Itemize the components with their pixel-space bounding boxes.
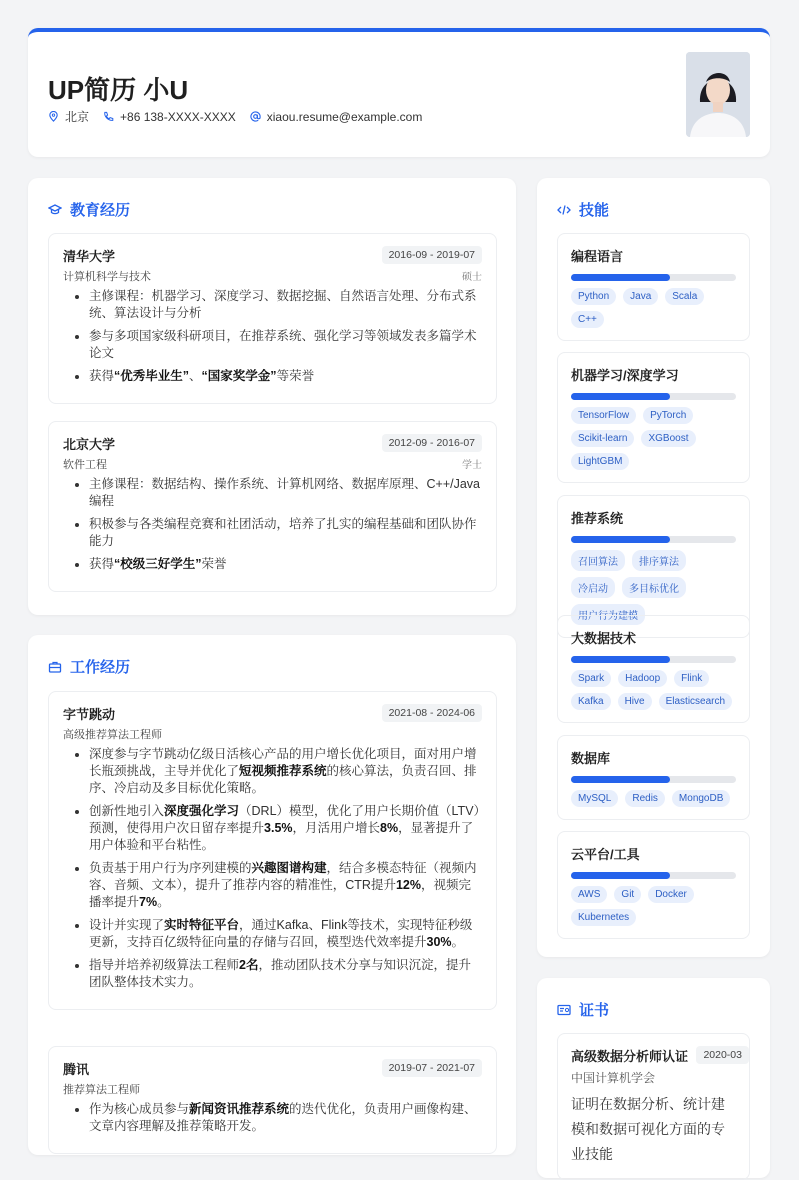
certificate-issuer: 中国计算机学会 <box>571 1071 656 1085</box>
section-title: 证书 <box>579 1002 610 1019</box>
work-item <box>48 691 497 1010</box>
certificate-date: 2020-03 <box>696 1046 749 1064</box>
bullet-item <box>89 746 482 797</box>
skill-group-name: 云平台/工具 <box>571 847 640 862</box>
skill-tag: Hadoop <box>618 670 667 687</box>
skill-level-bar <box>571 872 736 879</box>
skill-tag: Scala <box>665 288 704 305</box>
skill-tag: PyTorch <box>643 407 693 424</box>
bullet-item <box>89 917 482 951</box>
bullet-item <box>89 516 482 550</box>
highlight-text: 3.5% <box>264 821 293 835</box>
skill-tag: Python <box>571 288 616 305</box>
bullet-text: 主修课程：机器学习、深度学习、数据挖掘、自然语言处理、分布式系统、算法设计与分析 <box>89 289 477 320</box>
bullet-text: 深度参与字节跳动亿级日活核心产品的用户增长优化项目，面对用户增长瓶颈挑战，主导并优化了 <box>89 747 477 778</box>
skill-group-name: 编程语言 <box>571 249 624 264</box>
skill-level-fill <box>571 872 670 879</box>
bullet-text: ，显著提升了用户体验和平台粘性。 <box>89 821 474 852</box>
bullet-text: 创新性地引入 <box>89 804 165 818</box>
skill-tag: Scikit-learn <box>571 430 634 447</box>
bullet-text: 荣誉 <box>201 557 227 571</box>
highlight-text: 30% <box>426 935 452 949</box>
bullet-text: 的核心算法，负责召回、排序、冷启动及多目标优化策略。 <box>89 764 477 795</box>
bullet-text: 等荣誉 <box>276 369 315 383</box>
profile-photo <box>686 52 750 137</box>
date-range: 2019-07 - 2021-07 <box>382 1059 482 1077</box>
skill-group-name: 大数据技术 <box>571 631 637 646</box>
bullet-text: 负责基于用户行为序列建模的 <box>89 861 252 875</box>
skill-level-fill <box>571 536 670 543</box>
skill-group <box>557 615 750 723</box>
bullet-text: ，视频完播率提升 <box>89 878 471 909</box>
date-range: 2021-08 - 2024-06 <box>382 704 482 722</box>
date-range: 2012-09 - 2016-07 <box>382 434 482 452</box>
bullet-list <box>63 288 482 385</box>
bullet-text: （DRL）模型，优化了用户长期价值（LTV）预测，使得用户次日留存率提升 <box>89 804 480 835</box>
job-role: 高级推荐算法工程师 <box>63 729 162 741</box>
skill-level-fill <box>571 393 670 400</box>
bullet-text: 的迭代优化，负责用户画像构建、文章内容理解及推荐策略开发。 <box>89 1102 477 1133</box>
bullet-item <box>89 368 482 385</box>
bullet-text: 。 <box>451 935 465 949</box>
skill-tag: AWS <box>571 886 607 903</box>
highlight-text: “校级三好学生” <box>114 557 202 571</box>
bullet-text: 、 <box>189 369 202 383</box>
phone-icon <box>103 111 114 122</box>
skill-level-fill <box>571 274 670 281</box>
graduation-cap-icon <box>48 203 62 217</box>
highlight-text: 8% <box>380 821 399 835</box>
company-name: 字节跳动 <box>63 707 116 722</box>
skill-tag: Spark <box>571 670 611 687</box>
location-icon <box>48 111 59 122</box>
bullet-item <box>89 328 482 362</box>
major: 软件工程 <box>63 459 107 471</box>
skill-tag: Git <box>614 886 641 903</box>
email-icon <box>250 111 261 122</box>
certificate-item <box>557 1033 750 1180</box>
skill-group-name: 数据库 <box>571 751 611 766</box>
bullet-text: 获得 <box>89 557 115 571</box>
skill-group <box>557 352 750 483</box>
highlight-text: 短视频推荐系统 <box>239 764 327 778</box>
degree: 学士 <box>462 460 482 471</box>
work-item <box>48 1046 497 1154</box>
skill-level-bar <box>571 656 736 663</box>
school-name: 清华大学 <box>63 249 116 264</box>
major: 计算机科学与技术 <box>63 271 151 283</box>
bullet-list <box>63 746 482 991</box>
highlight-text: 深度强化学习 <box>164 804 240 818</box>
section-title: 技能 <box>579 202 610 219</box>
candidate-name: UP简历 小U <box>48 75 189 105</box>
skill-tag: XGBoost <box>641 430 695 447</box>
bullet-text: 积极参与各类编程竞赛和社团活动，培养了扎实的编程基础和团队协作能力 <box>89 517 477 548</box>
skill-level-fill <box>571 656 670 663</box>
code-icon <box>557 203 571 217</box>
section-title: 教育经历 <box>70 202 131 219</box>
certificates-section <box>537 978 770 1178</box>
skill-tag: 排序算法 <box>632 550 686 571</box>
contact-info <box>48 108 422 125</box>
skills-section <box>537 178 770 957</box>
skill-tag: Kafka <box>571 693 611 710</box>
skill-tag: MongoDB <box>672 790 730 807</box>
skill-tag: Kubernetes <box>571 909 636 926</box>
bullet-text: 主修课程：数据结构、操作系统、计算机网络、数据库原理、C++/Java编程 <box>89 477 481 508</box>
bullet-text: 作为核心成员参与 <box>89 1102 190 1116</box>
skill-tag: Java <box>623 288 658 305</box>
bullet-item <box>89 556 482 573</box>
bullet-text: 参与多项国家级科研项目，在推荐系统、强化学习等领域发表多篇学术论文 <box>89 329 477 360</box>
skill-tag: 多目标优化 <box>622 577 686 598</box>
highlight-text: 7% <box>139 895 158 909</box>
skill-tag: 用户行为建模 <box>571 604 645 625</box>
highlight-text: “国家奖学金” <box>201 369 277 383</box>
skill-tag: Hive <box>618 693 652 710</box>
highlight-text: “优秀毕业生” <box>114 369 190 383</box>
skill-group-name: 机器学习/深度学习 <box>571 368 679 383</box>
skill-tag: C++ <box>571 311 604 328</box>
bullet-item <box>89 957 482 991</box>
skill-group <box>557 233 750 341</box>
date-range: 2016-09 - 2019-07 <box>382 246 482 264</box>
skill-tag: Docker <box>648 886 694 903</box>
header-card <box>28 28 770 157</box>
skill-level-bar <box>571 776 736 783</box>
bullet-item <box>89 860 482 911</box>
bullet-text: 设计并实现了 <box>89 918 165 932</box>
skill-tag: 召回算法 <box>571 550 625 571</box>
certificate-name: 高级数据分析师认证 <box>571 1049 689 1064</box>
skill-level-bar <box>571 274 736 281</box>
education-item <box>48 421 497 592</box>
skill-group <box>557 831 750 939</box>
skill-tag: Redis <box>625 790 665 807</box>
highlight-text: 12% <box>395 878 421 892</box>
degree: 硕士 <box>462 272 482 283</box>
skill-level-bar <box>571 536 736 543</box>
highlight-text: 兴趣图谱构建 <box>251 861 327 875</box>
skill-tag: 冷启动 <box>571 577 615 598</box>
school-name: 北京大学 <box>63 437 116 452</box>
bullet-text: ，通过Kafka、Flink等技术，实现特征秒级更新，支持百亿级特征向量的存储与召回，模型迭代效率提升 <box>89 918 473 949</box>
skill-tag: TensorFlow <box>571 407 636 424</box>
bullet-text: ，结合多模态特征（视频内容、音频、文本），提升了推荐内容的精准性，CTR提升 <box>89 861 477 892</box>
highlight-text: 2名 <box>239 958 259 972</box>
skill-tag: Elasticsearch <box>659 693 732 710</box>
company-name: 腾讯 <box>63 1062 90 1077</box>
bullet-text: 。 <box>157 895 170 909</box>
highlight-text: 实时特征平台 <box>164 918 240 932</box>
bullet-text: 指导并培养初级算法工程师 <box>89 958 240 972</box>
bullet-list <box>63 476 482 573</box>
bullet-item <box>89 476 482 510</box>
job-role: 推荐算法工程师 <box>63 1084 140 1096</box>
education-item <box>48 233 497 404</box>
highlight-text: 新闻资讯推荐系统 <box>189 1102 290 1116</box>
skill-level-bar <box>571 393 736 400</box>
skill-tag: LightGBM <box>571 453 629 470</box>
skill-level-fill <box>571 776 670 783</box>
location: 北京 <box>65 110 90 124</box>
education-section <box>28 178 516 615</box>
bullet-item <box>89 288 482 322</box>
skill-group <box>557 735 750 820</box>
phone: +86 138-XXXX-XXXX <box>120 109 236 124</box>
bullet-text: ，推动团队技术分享与知识沉淀，提升团队整体技术实力。 <box>89 958 471 989</box>
briefcase-icon <box>48 660 62 674</box>
bullet-text: ，月活用户增长 <box>292 821 381 835</box>
bullet-item <box>89 803 482 854</box>
skill-tag: Flink <box>674 670 709 687</box>
work-section <box>28 635 516 1155</box>
section-title: 工作经历 <box>70 659 131 676</box>
skill-tag: MySQL <box>571 790 618 807</box>
email: xiaou.resume@example.com <box>266 109 423 124</box>
certificate-icon <box>557 1003 571 1017</box>
skill-group-name: 推荐系统 <box>571 511 624 526</box>
certificate-description: 证明在数据分析、统计建模和数据可视化方面的专业技能 <box>571 1096 725 1162</box>
bullet-text: 获得 <box>89 369 115 383</box>
